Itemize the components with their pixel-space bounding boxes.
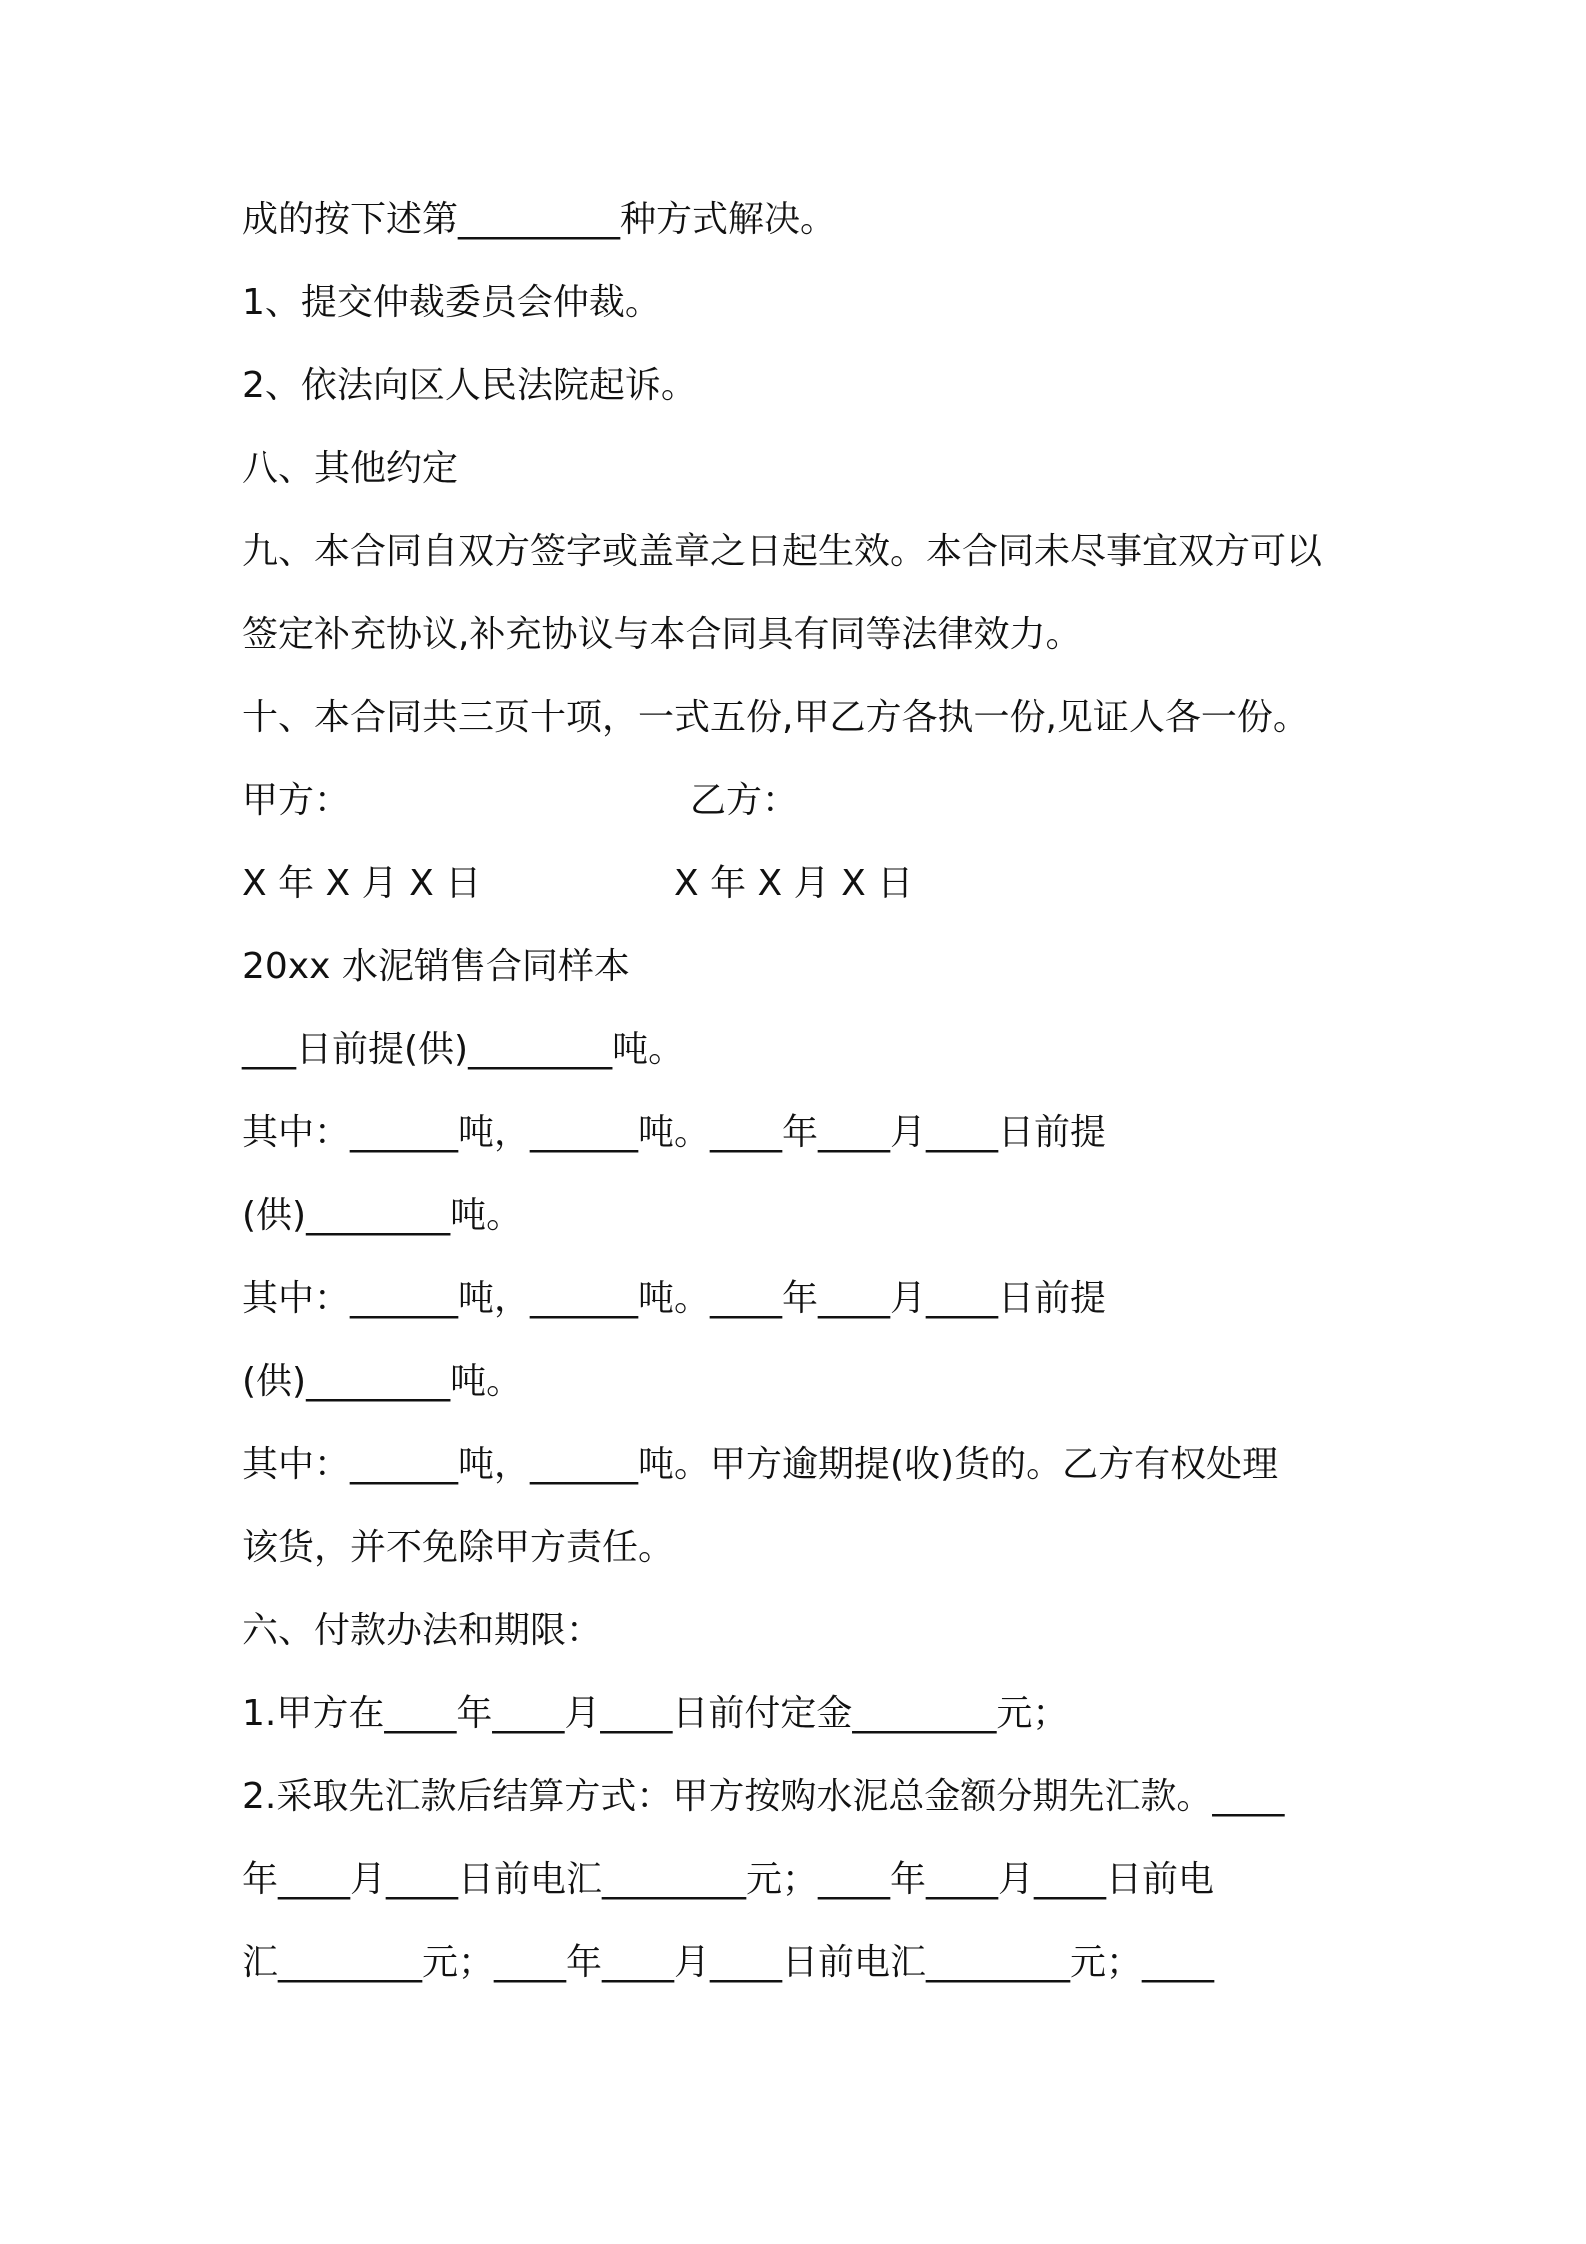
payment-line: 1.甲方在____年____月____日前付定金________元； [242,1693,1069,1734]
delivery-line: 其中：______吨，______吨。____年____月____日前提 [242,1112,1107,1153]
payment-heading: 六、付款办法和期限： [242,1610,603,1651]
signature-labels [242,781,1382,821]
delivery-line: (供)________吨。 [242,1361,523,1402]
sample-title: 20xx 水泥销售合同样本 [242,946,630,987]
clause-line-supplement: 签定补充协议,补充协议与本合同具有同等法律效力。 [242,614,1082,655]
delivery-line: (供)________吨。 [242,1195,523,1236]
contract-text [242,200,1382,2026]
clause-line-copies: 十、本合同共三页十项，一式五份,甲乙方各执一份,见证人各一份。 [242,697,1309,738]
delivery-line: 其中：______吨，______吨。____年____月____日前提 [242,1278,1107,1319]
payment-line: 2.采取先汇款后结算方式：甲方按购水泥总金额分期先汇款。____ [242,1776,1285,1817]
signature-dates [242,864,1382,904]
payment-line: 年____月____日前电汇________元；____年____月____日前电 [242,1859,1215,1900]
party-b-label: 乙方： [690,780,799,821]
delivery-line: ___日前提(供)________吨。 [242,1029,685,1070]
delivery-line: 其中：______吨，______吨。甲方逾期提(收)货的。乙方有权处理 [242,1444,1279,1485]
clause-line-arbitration: 1、提交仲裁委员会仲裁。 [242,282,661,323]
clause-line-effective: 九、本合同自双方签字或盖章之日起生效。本合同未尽事宜双方可以 [242,531,1323,572]
delivery-line: 该货，并不免除甲方责任。 [242,1527,675,1568]
clause-line-lawsuit: 2、依法向区人民法院起诉。 [242,365,697,406]
clause-line-dispute: 成的按下述第_________种方式解决。 [242,199,837,240]
payment-line: 汇________元；____年____月____日前电汇________元；____ [242,1942,1215,1983]
party-b-date: X 年 X 月 X 日 [674,863,914,904]
clause-heading-other: 八、其他约定 [242,448,459,489]
party-a-date: X 年 X 月 X 日 [242,863,482,904]
party-a-label: 甲方： [242,780,351,821]
